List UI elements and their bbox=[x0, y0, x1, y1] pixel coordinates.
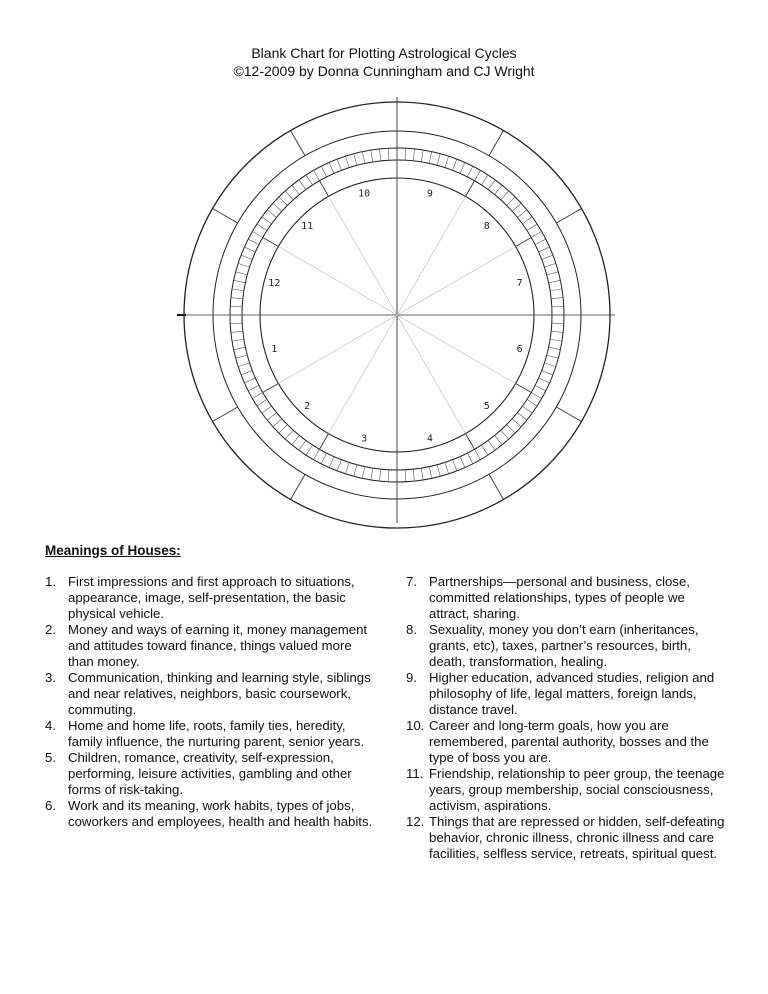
degree-tick bbox=[244, 247, 255, 252]
house-meaning-number: 12. bbox=[406, 814, 425, 829]
degree-tick bbox=[232, 289, 244, 291]
house-meaning-12 bbox=[406, 814, 726, 862]
degree-tick bbox=[522, 406, 532, 413]
degree-tick bbox=[467, 166, 472, 177]
sign-divider bbox=[556, 209, 581, 224]
degree-tick bbox=[236, 355, 248, 358]
degree-tick bbox=[248, 385, 259, 390]
degree-tick bbox=[362, 152, 364, 164]
degree-tick bbox=[234, 280, 246, 282]
degree-tick bbox=[527, 224, 537, 231]
degree-tick bbox=[501, 430, 509, 439]
house-meaning-text: Higher education, advanced studies, religion and philosophy of life, legal matters, foreign lands, distance travel. bbox=[429, 670, 715, 717]
house-meaning-5 bbox=[45, 750, 375, 798]
degree-tick bbox=[475, 170, 481, 180]
house-meaning-text: Career and long-term goals, how you are remembered, parental authority, bosses and the type of boss you are. bbox=[429, 718, 709, 765]
degree-tick bbox=[405, 148, 406, 160]
house-meaning-number: 9. bbox=[406, 670, 417, 685]
house-meaning-11 bbox=[406, 766, 726, 814]
degree-tick bbox=[248, 239, 259, 244]
degree-tick bbox=[544, 263, 555, 267]
house-meaning-10 bbox=[406, 718, 726, 766]
house-meaning-4 bbox=[45, 718, 375, 750]
degree-tick bbox=[252, 393, 262, 399]
house-meaning-text: First impressions and first approach to situations, appearance, image, self-presentation, the basic physical vehicle. bbox=[68, 574, 355, 621]
sign-divider bbox=[489, 131, 504, 156]
house-divider bbox=[516, 384, 532, 393]
degree-tick bbox=[230, 306, 242, 307]
degree-tick bbox=[421, 468, 423, 480]
house-number-3: 3 bbox=[361, 433, 368, 445]
chart-title: Blank Chart for Plotting Astrological Cycles bbox=[251, 45, 517, 61]
house-number-4: 4 bbox=[426, 433, 433, 445]
degree-tick bbox=[547, 355, 559, 358]
degree-tick bbox=[495, 435, 503, 444]
degree-tick bbox=[535, 385, 546, 390]
degree-tick bbox=[413, 149, 414, 161]
house-meaning-number: 2. bbox=[45, 622, 56, 637]
meanings-heading: Meanings of Houses: bbox=[45, 543, 181, 558]
degree-tick bbox=[362, 467, 364, 479]
degree-tick bbox=[453, 460, 457, 471]
sign-divider bbox=[213, 407, 238, 422]
degree-tick bbox=[236, 272, 248, 275]
degree-tick bbox=[273, 419, 282, 427]
house-meaning-number: 10. bbox=[406, 718, 425, 733]
degree-tick bbox=[371, 150, 373, 162]
sign-divider bbox=[213, 209, 238, 224]
degree-tick bbox=[488, 440, 495, 450]
degree-tick bbox=[542, 371, 553, 375]
sign-divider bbox=[291, 474, 306, 499]
degree-tick bbox=[306, 175, 313, 185]
degree-tick bbox=[231, 298, 243, 299]
degree-tick bbox=[429, 152, 431, 164]
degree-tick bbox=[413, 469, 414, 481]
sign-divider bbox=[489, 474, 504, 499]
degree-tick bbox=[292, 185, 300, 194]
house-number-12: 12 bbox=[268, 278, 281, 290]
degree-tick bbox=[230, 323, 242, 324]
degree-tick bbox=[279, 425, 287, 433]
degree-tick bbox=[507, 197, 515, 205]
degree-tick bbox=[437, 154, 440, 166]
degree-tick bbox=[481, 445, 488, 455]
house-meaning-9 bbox=[406, 670, 726, 718]
degree-tick bbox=[535, 239, 546, 244]
house-number-1: 1 bbox=[271, 343, 278, 355]
house-meaning-2 bbox=[45, 622, 375, 670]
degree-tick bbox=[552, 323, 564, 324]
degree-tick bbox=[549, 280, 561, 282]
degree-tick bbox=[481, 175, 488, 185]
degree-tick bbox=[314, 449, 320, 459]
degree-tick bbox=[552, 306, 564, 307]
degree-tick bbox=[421, 150, 423, 162]
degree-tick bbox=[549, 347, 561, 349]
degree-tick bbox=[517, 413, 526, 421]
degree-tick bbox=[267, 210, 276, 218]
degree-tick bbox=[262, 217, 272, 224]
house-meaning-number: 11. bbox=[406, 766, 424, 781]
degree-tick bbox=[380, 149, 381, 161]
house-meaning-text: Sexuality, money you don’t earn (inheritances, grants, etc), taxes, partner’s resources, birth, death, transformation, healing. bbox=[429, 622, 699, 669]
house-divider bbox=[263, 384, 279, 393]
degree-tick bbox=[345, 156, 349, 167]
degree-tick bbox=[306, 445, 313, 455]
meanings-list-right bbox=[406, 574, 726, 862]
degree-tick bbox=[279, 197, 287, 205]
house-meaning-number: 4. bbox=[45, 718, 56, 733]
degree-tick bbox=[467, 453, 472, 464]
degree-tick bbox=[388, 148, 389, 160]
degree-tick bbox=[232, 339, 244, 341]
degree-tick bbox=[527, 399, 537, 406]
degree-tick bbox=[244, 378, 255, 383]
degree-tick bbox=[531, 232, 541, 238]
house-meaning-text: Things that are repressed or hidden, self-defeating behavior, chronic illness, chronic illness and care facilities, selfless service, retreats, spiritual quest. bbox=[429, 814, 725, 861]
house-meaning-number: 7. bbox=[406, 574, 417, 589]
house-meaning-6 bbox=[45, 798, 375, 830]
house-number-8: 8 bbox=[483, 221, 490, 233]
degree-tick bbox=[507, 425, 515, 433]
degree-tick bbox=[512, 419, 521, 427]
degree-tick bbox=[231, 331, 243, 332]
degree-tick bbox=[539, 378, 550, 383]
degree-tick bbox=[445, 156, 449, 167]
degree-tick bbox=[437, 465, 440, 477]
house-divider bbox=[263, 238, 279, 247]
degree-tick bbox=[517, 210, 526, 218]
house-meaning-text: Work and its meaning, work habits, types of jobs, coworkers and employees, health and health habits. bbox=[68, 798, 373, 829]
house-meaning-text: Communication, thinking and learning style, siblings and near relatives, neighbors, basic coursework, commuting. bbox=[68, 670, 371, 717]
degree-tick bbox=[241, 371, 252, 375]
degree-tick bbox=[234, 347, 246, 349]
degree-tick bbox=[531, 393, 541, 399]
degree-tick bbox=[445, 462, 449, 473]
degree-tick bbox=[257, 399, 267, 406]
degree-tick bbox=[299, 440, 306, 450]
sign-divider bbox=[556, 407, 581, 422]
house-divider bbox=[466, 434, 475, 450]
degree-tick bbox=[329, 457, 334, 468]
degree-tick bbox=[475, 449, 481, 459]
house-meaning-3 bbox=[45, 670, 375, 718]
house-meaning-number: 6. bbox=[45, 798, 56, 813]
degree-tick bbox=[547, 272, 559, 275]
sign-divider bbox=[291, 131, 306, 156]
degree-tick bbox=[460, 162, 465, 173]
degree-tick bbox=[345, 462, 349, 473]
degree-tick bbox=[285, 191, 293, 200]
house-meaning-8 bbox=[406, 622, 726, 670]
degree-tick bbox=[354, 154, 357, 166]
degree-tick bbox=[544, 363, 555, 367]
degree-tick bbox=[238, 363, 249, 367]
degree-tick bbox=[238, 263, 249, 267]
degree-tick bbox=[460, 457, 465, 468]
house-meaning-text: Home and home life, roots, family ties, heredity, family influence, the nurturing parent, senior years. bbox=[68, 718, 365, 749]
degree-tick bbox=[267, 413, 276, 421]
degree-tick bbox=[371, 468, 373, 480]
house-divider bbox=[320, 434, 329, 450]
house-divider bbox=[516, 238, 532, 247]
meanings-list-left bbox=[45, 574, 375, 830]
degree-tick bbox=[292, 435, 300, 444]
degree-tick bbox=[453, 159, 457, 170]
degree-tick bbox=[354, 465, 357, 477]
house-meaning-number: 5. bbox=[45, 750, 56, 765]
house-meaning-number: 3. bbox=[45, 670, 56, 685]
degree-tick bbox=[314, 170, 320, 180]
degree-tick bbox=[551, 331, 563, 332]
degree-tick bbox=[405, 470, 406, 482]
house-number-9: 9 bbox=[426, 188, 433, 200]
house-number-11: 11 bbox=[301, 221, 314, 233]
degree-tick bbox=[337, 460, 341, 471]
degree-tick bbox=[512, 203, 521, 211]
degree-tick bbox=[501, 191, 509, 200]
degree-tick bbox=[550, 339, 562, 341]
house-number-10: 10 bbox=[358, 188, 371, 200]
degree-tick bbox=[257, 224, 267, 231]
degree-tick bbox=[337, 159, 341, 170]
house-number-2: 2 bbox=[304, 400, 311, 412]
house-number-6: 6 bbox=[516, 343, 523, 355]
degree-tick bbox=[542, 255, 553, 259]
degree-tick bbox=[551, 298, 563, 299]
degree-tick bbox=[299, 180, 306, 190]
degree-tick bbox=[273, 203, 282, 211]
chart-copyright: ©12-2009 by Donna Cunningham and CJ Wright bbox=[233, 63, 535, 79]
house-meaning-text: Partnerships—personal and business, close, committed relationships, types of people we attract, sharing. bbox=[429, 574, 690, 621]
degree-tick bbox=[241, 255, 252, 259]
degree-tick bbox=[262, 406, 272, 413]
degree-tick bbox=[550, 289, 562, 291]
degree-tick bbox=[495, 185, 503, 194]
house-meaning-1 bbox=[45, 574, 375, 622]
house-number-7: 7 bbox=[516, 278, 523, 290]
degree-tick bbox=[321, 166, 326, 177]
house-divider bbox=[466, 181, 475, 197]
degree-tick bbox=[321, 453, 326, 464]
degree-tick bbox=[380, 469, 381, 481]
degree-tick bbox=[429, 467, 431, 479]
house-meaning-text: Friendship, relationship to peer group, the teenage years, group membership, social consciousness, activism, aspirations. bbox=[429, 766, 725, 813]
degree-tick bbox=[388, 470, 389, 482]
house-meaning-number: 1. bbox=[45, 574, 56, 589]
degree-tick bbox=[329, 162, 334, 173]
house-meaning-number: 8. bbox=[406, 622, 417, 637]
degree-tick bbox=[488, 180, 495, 190]
house-meaning-text: Children, romance, creativity, self-expression, performing, leisure activities, gambling and other forms of risk-taking. bbox=[68, 750, 352, 797]
house-meaning-text: Money and ways of earning it, money management and attitudes toward finance, things valued more than money. bbox=[68, 622, 368, 669]
degree-tick bbox=[539, 247, 550, 252]
degree-tick bbox=[285, 430, 293, 439]
house-meaning-7 bbox=[406, 574, 726, 622]
degree-tick bbox=[522, 217, 532, 224]
degree-tick bbox=[252, 232, 262, 238]
house-number-5: 5 bbox=[483, 400, 490, 412]
house-divider bbox=[320, 181, 329, 197]
